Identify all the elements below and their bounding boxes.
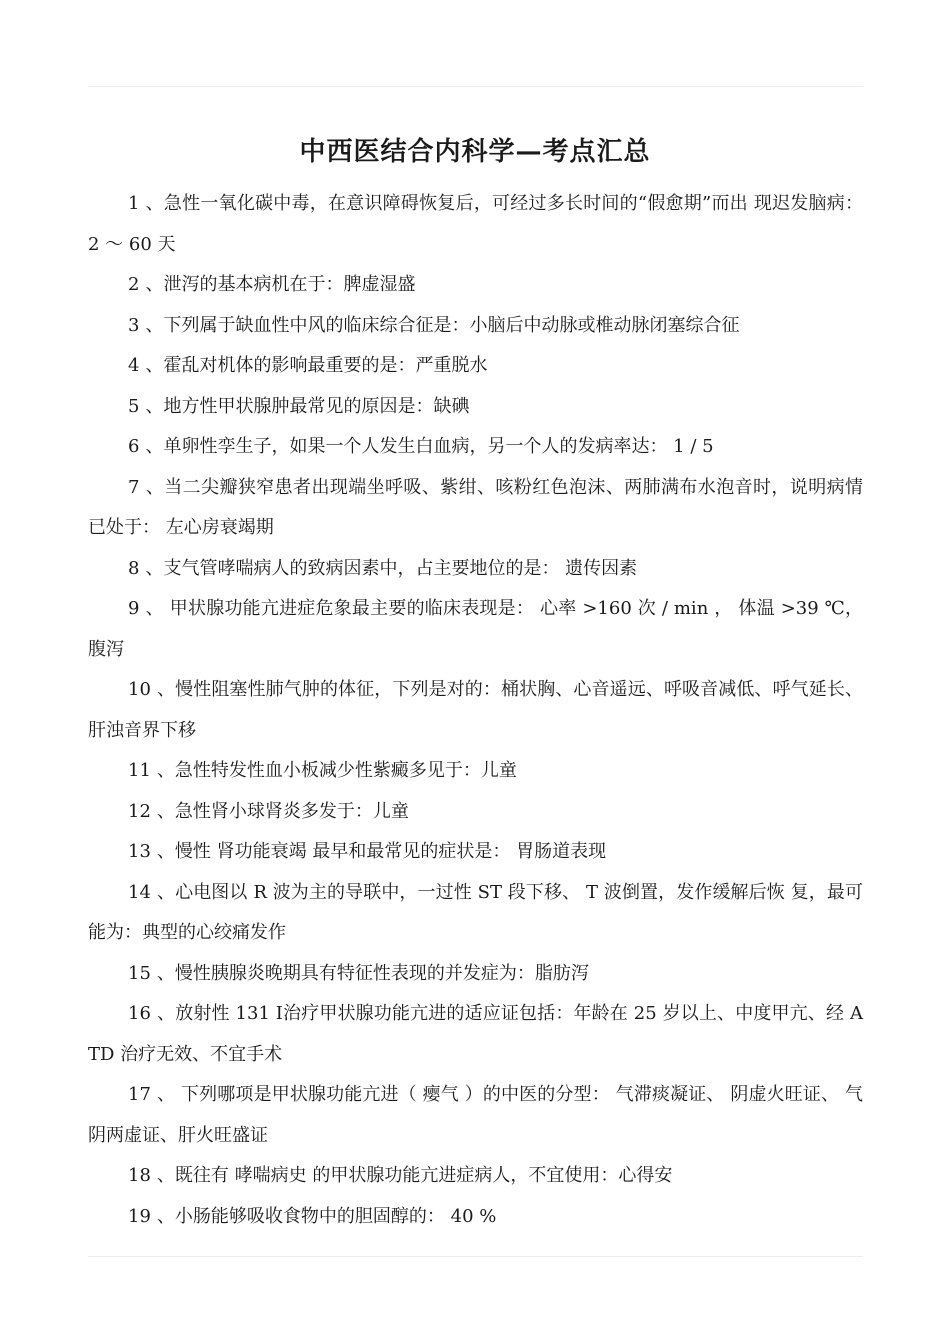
item-number: 11	[128, 760, 151, 781]
list-item	[88, 387, 863, 428]
item-text: 、既往有 哮喘病史 的甲状腺功能亢进症病人，不宜使用：心得安	[156, 1165, 673, 1186]
item-number: 6	[128, 436, 140, 457]
list-item	[88, 832, 863, 873]
list-item	[88, 1156, 863, 1197]
item-number: 4	[128, 355, 140, 376]
item-text: 、放射性 131 I治疗甲状腺功能亢进的适应证包括：年龄在 25 岁以上、中度甲亢、经 ATD 治疗无效、不宜手术	[88, 1003, 863, 1065]
list-item	[88, 792, 863, 833]
item-text: 、 甲状腺功能亢进症危象最主要的临床表现是： 心率 >160 次 / min ， 体温 >39 ℃， 腹泻	[88, 598, 863, 660]
item-number: 9	[128, 598, 140, 619]
list-item	[88, 427, 863, 468]
item-number: 13	[128, 841, 151, 862]
top-divider	[88, 86, 863, 87]
item-text: 、地方性甲状腺肿最常见的原因是：缺碘	[145, 395, 470, 417]
item-number: 7	[128, 476, 140, 498]
list-item	[88, 346, 863, 387]
item-text: 、心电图以 R 波为主的导联中，一过性 ST 段下移、 T 波倒置，发作缓解后恢 复，最可能为：典型的心绞痛发作	[88, 881, 863, 943]
list-item	[88, 265, 863, 306]
item-number: 3	[128, 314, 140, 336]
item-number: 12	[128, 800, 151, 822]
question-list	[88, 184, 863, 1237]
item-text: 、支气管哮喘病人的致病因素中，占主要地位的是： 遗传因素	[145, 557, 638, 579]
item-text: 、急性一氧化碳中毒，在意识障碍恢复后，可经过多长时间的“假愈期”而出 现迟发脑病： 2 ～ 60 天	[88, 193, 863, 255]
item-text: 、慢性胰腺炎晚期具有特征性表现的并发症为：脂肪泻	[156, 962, 589, 984]
list-item	[88, 1197, 863, 1238]
item-text: 、当二尖瓣狭窄患者出现端坐呼吸、紫绀、咳粉红色泡沫、两肺满布水泡音时，说明病情已处于： 左心房衰竭期	[88, 476, 863, 538]
list-item	[88, 873, 863, 954]
list-item	[88, 751, 863, 792]
item-number: 15	[128, 962, 151, 984]
list-item	[88, 468, 863, 549]
item-text: 、 下列哪项是甲状腺功能亢进（ 瘿气 ）的中医的分型： 气滞痰凝证、 阴虚火旺证、 气阴两虚证、肝火旺盛证	[88, 1084, 863, 1146]
item-text: 、霍乱对机体的影响最重要的是：严重脱水	[145, 355, 488, 376]
list-item	[88, 184, 863, 265]
item-number: 16	[128, 1003, 151, 1024]
list-item	[88, 306, 863, 347]
item-number: 10	[128, 679, 151, 700]
item-number: 14	[128, 881, 151, 903]
item-text: 、急性特发性血小板减少性紫癜多见于：儿童	[156, 760, 517, 781]
bottom-divider	[88, 1256, 863, 1257]
item-text: 、慢性阻塞性肺气肿的体征，下列是对的：桶状胸、心音遥远、呼吸音减低、呼气延长、肝浊音界下移	[88, 679, 863, 741]
page-title: 中西医结合内科学—考点汇总	[299, 137, 651, 168]
item-number: 8	[128, 557, 140, 579]
list-item	[88, 1075, 863, 1156]
list-item	[88, 589, 863, 670]
item-number: 5	[128, 395, 140, 417]
list-item	[88, 549, 863, 590]
item-number: 19	[128, 1205, 151, 1227]
item-text: 、下列属于缺血性中风的临床综合征是：小脑后中动脉或椎动脉闭塞综合征	[145, 314, 740, 336]
item-text: 、单卵性孪生子，如果一个人发生白血病，另一个人的发病率达： 1 / 5	[145, 436, 714, 457]
list-item	[88, 670, 863, 751]
item-text: 、急性肾小球肾炎多发于：儿童	[156, 800, 409, 822]
list-item	[88, 994, 863, 1075]
item-number: 1	[128, 193, 140, 214]
item-number: 17	[128, 1084, 151, 1105]
item-text: 、泄泻的基本病机在于：脾虚湿盛	[145, 274, 416, 295]
list-item	[88, 954, 863, 995]
item-number: 18	[128, 1165, 151, 1186]
item-number: 2	[128, 274, 140, 295]
item-text: 、慢性 肾功能衰竭 最早和最常见的症状是： 胃肠道表现	[156, 841, 607, 862]
item-text: 、小肠能够吸收食物中的胆固醇的： 40 %	[156, 1205, 497, 1227]
